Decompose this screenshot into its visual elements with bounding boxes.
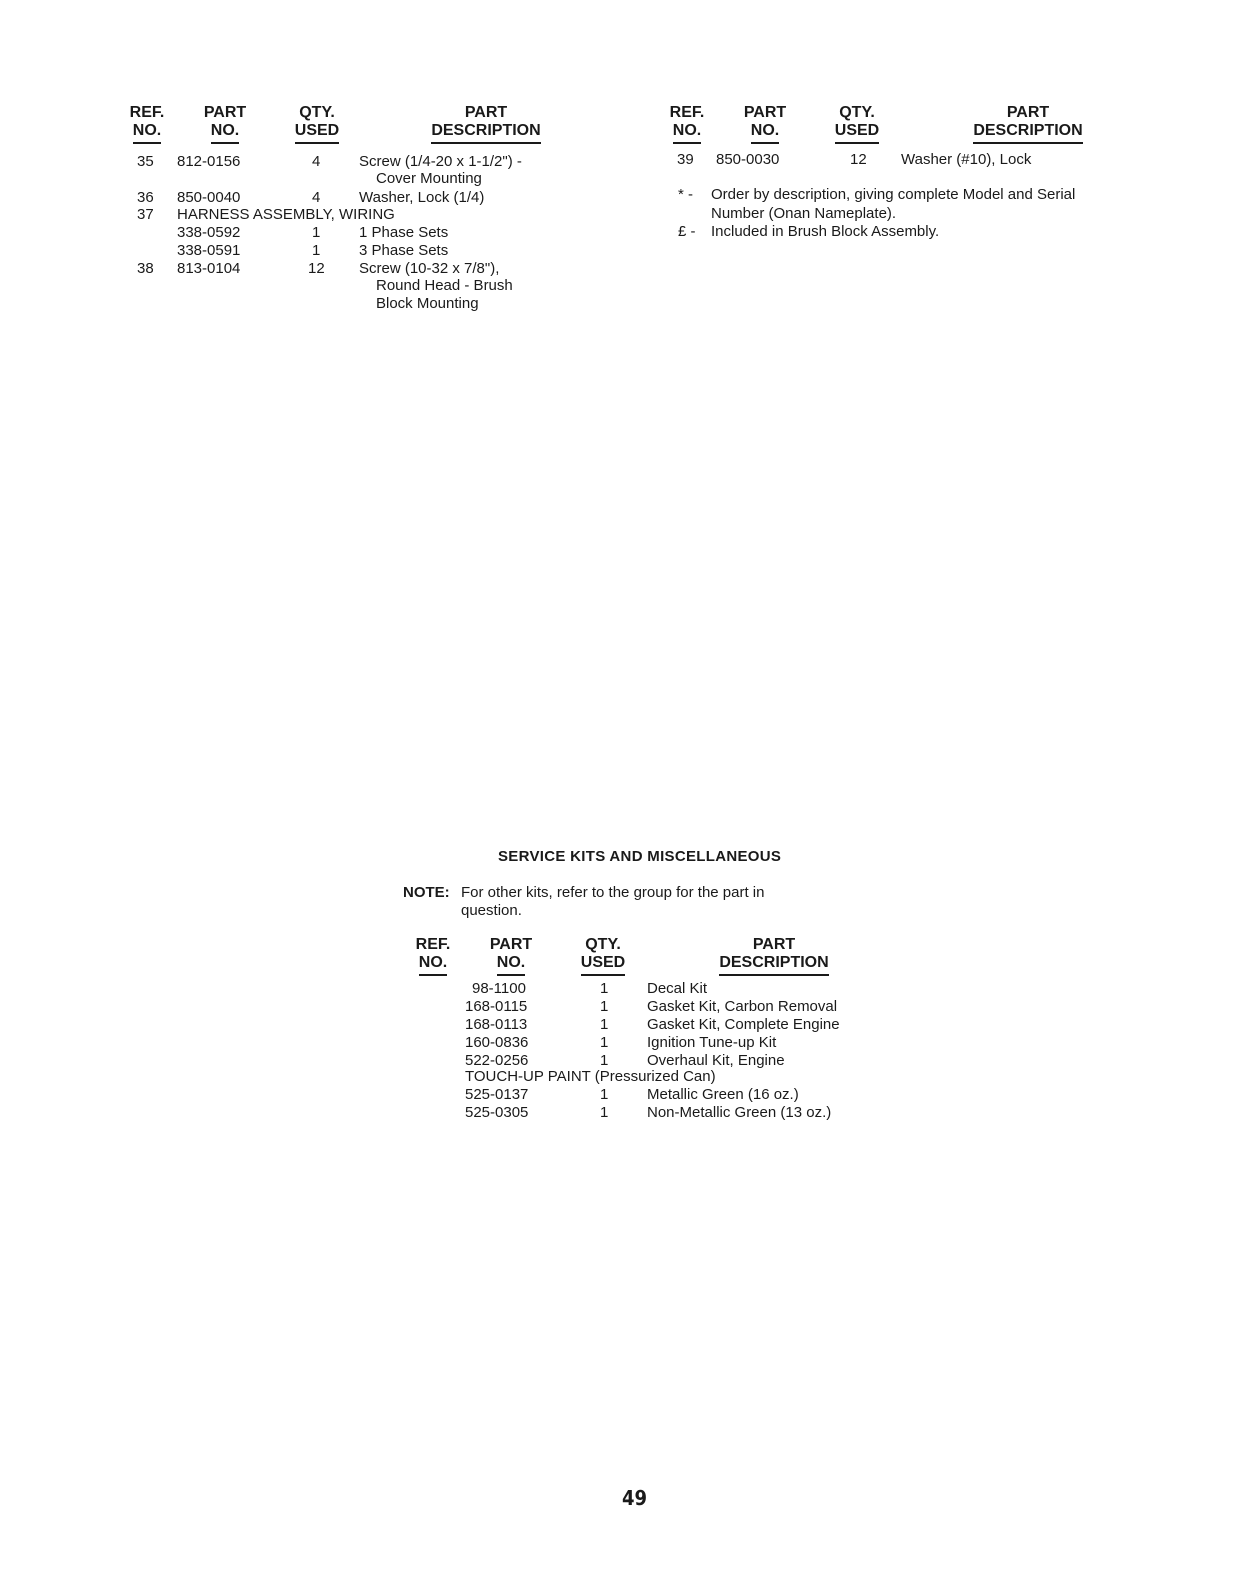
part-description: Metallic Green (16 oz.)	[647, 1086, 799, 1103]
header-part-no: PART NO.	[736, 104, 794, 144]
part-no: 160-0836	[465, 1034, 529, 1051]
footnote-text: Included in Brush Block Assembly.	[711, 223, 940, 240]
qty-used: 1	[600, 980, 609, 997]
part-no: 812-0156	[177, 153, 241, 170]
part-description: Gasket Kit, Complete Engine	[647, 1016, 840, 1033]
ref-no: 38	[137, 260, 154, 277]
footnote-mark: £ -	[678, 223, 696, 240]
header-ref-no: REF. NO.	[124, 104, 170, 144]
part-description: Gasket Kit, Carbon Removal	[647, 998, 838, 1015]
header-qty-used: QTY. USED	[830, 104, 884, 144]
header-part-no: PART NO.	[196, 104, 254, 144]
qty-used: 1	[600, 1086, 609, 1103]
part-description: Ignition Tune-up Kit	[647, 1034, 777, 1051]
part-no: 168-0115	[465, 998, 528, 1015]
qty-used: 1	[312, 242, 321, 259]
qty-used: 4	[312, 189, 321, 206]
part-description: Screw (1/4-20 x 1-1/2") -	[359, 153, 522, 170]
group-heading: TOUCH-UP PAINT (Pressurized Can)	[465, 1068, 716, 1085]
header-part-description: PART DESCRIPTION	[962, 104, 1094, 144]
part-description: 1 Phase Sets	[359, 224, 449, 241]
header-ref-no: REF. NO.	[664, 104, 710, 144]
header-part-description: PART DESCRIPTION	[420, 104, 552, 144]
part-no: 168-0113	[465, 1016, 528, 1033]
part-description: Decal Kit	[647, 980, 708, 997]
ref-no: 35	[137, 153, 154, 170]
header-qty-used: QTY. USED	[576, 936, 630, 976]
part-no: 850-0040	[177, 189, 241, 206]
qty-used: 1	[600, 1016, 609, 1033]
part-description: Washer, Lock (1/4)	[359, 189, 485, 206]
header-part-no: PART NO.	[482, 936, 540, 976]
part-no: 525-0305	[465, 1104, 529, 1121]
qty-used: 12	[850, 151, 867, 168]
part-description: Screw (10-32 x 7/8"),	[359, 260, 500, 277]
part-description: Non-Metallic Green (13 oz.)	[647, 1104, 832, 1121]
part-no: 522-0256	[465, 1052, 529, 1069]
qty-used: 1	[312, 224, 321, 241]
part-description: Washer (#10), Lock	[901, 151, 1032, 168]
part-no: 98-1100	[472, 980, 526, 997]
note-label: NOTE:	[403, 884, 450, 901]
part-description: Overhaul Kit, Engine	[647, 1052, 785, 1069]
header-ref-no: REF. NO.	[410, 936, 456, 976]
part-no: 338-0592	[177, 224, 241, 241]
footnote-text: Order by description, giving complete Model and Serial	[711, 186, 1076, 203]
ref-no: 39	[677, 151, 694, 168]
part-description: 3 Phase Sets	[359, 242, 449, 259]
footnote-text-cont: Number (Onan Nameplate).	[711, 205, 897, 222]
section-title: SERVICE KITS AND MISCELLANEOUS	[498, 848, 782, 865]
qty-used: 1	[600, 1052, 609, 1069]
part-description-cont: Block Mounting	[376, 295, 479, 312]
part-no: 525-0137	[465, 1086, 529, 1103]
header-qty-used: QTY. USED	[290, 104, 344, 144]
qty-used: 12	[308, 260, 325, 277]
header-part-description: PART DESCRIPTION	[708, 936, 840, 976]
qty-used: 1	[600, 1034, 609, 1051]
page-number: 49	[622, 1486, 648, 1510]
qty-used: 1	[600, 1104, 609, 1121]
part-no: 850-0030	[716, 151, 780, 168]
part-no: 813-0104	[177, 260, 241, 277]
note-text-cont: question.	[461, 902, 522, 919]
note-text: For other kits, refer to the group for the part in	[461, 884, 765, 901]
qty-used: 4	[312, 153, 321, 170]
ref-no: 37	[137, 206, 154, 223]
part-description-cont: Cover Mounting	[376, 170, 482, 187]
ref-no: 36	[137, 189, 154, 206]
qty-used: 1	[600, 998, 609, 1015]
assembly-heading: HARNESS ASSEMBLY, WIRING	[177, 206, 395, 223]
footnote-mark: * -	[678, 186, 693, 203]
part-description-cont: Round Head - Brush	[376, 277, 513, 294]
part-no: 338-0591	[177, 242, 241, 259]
